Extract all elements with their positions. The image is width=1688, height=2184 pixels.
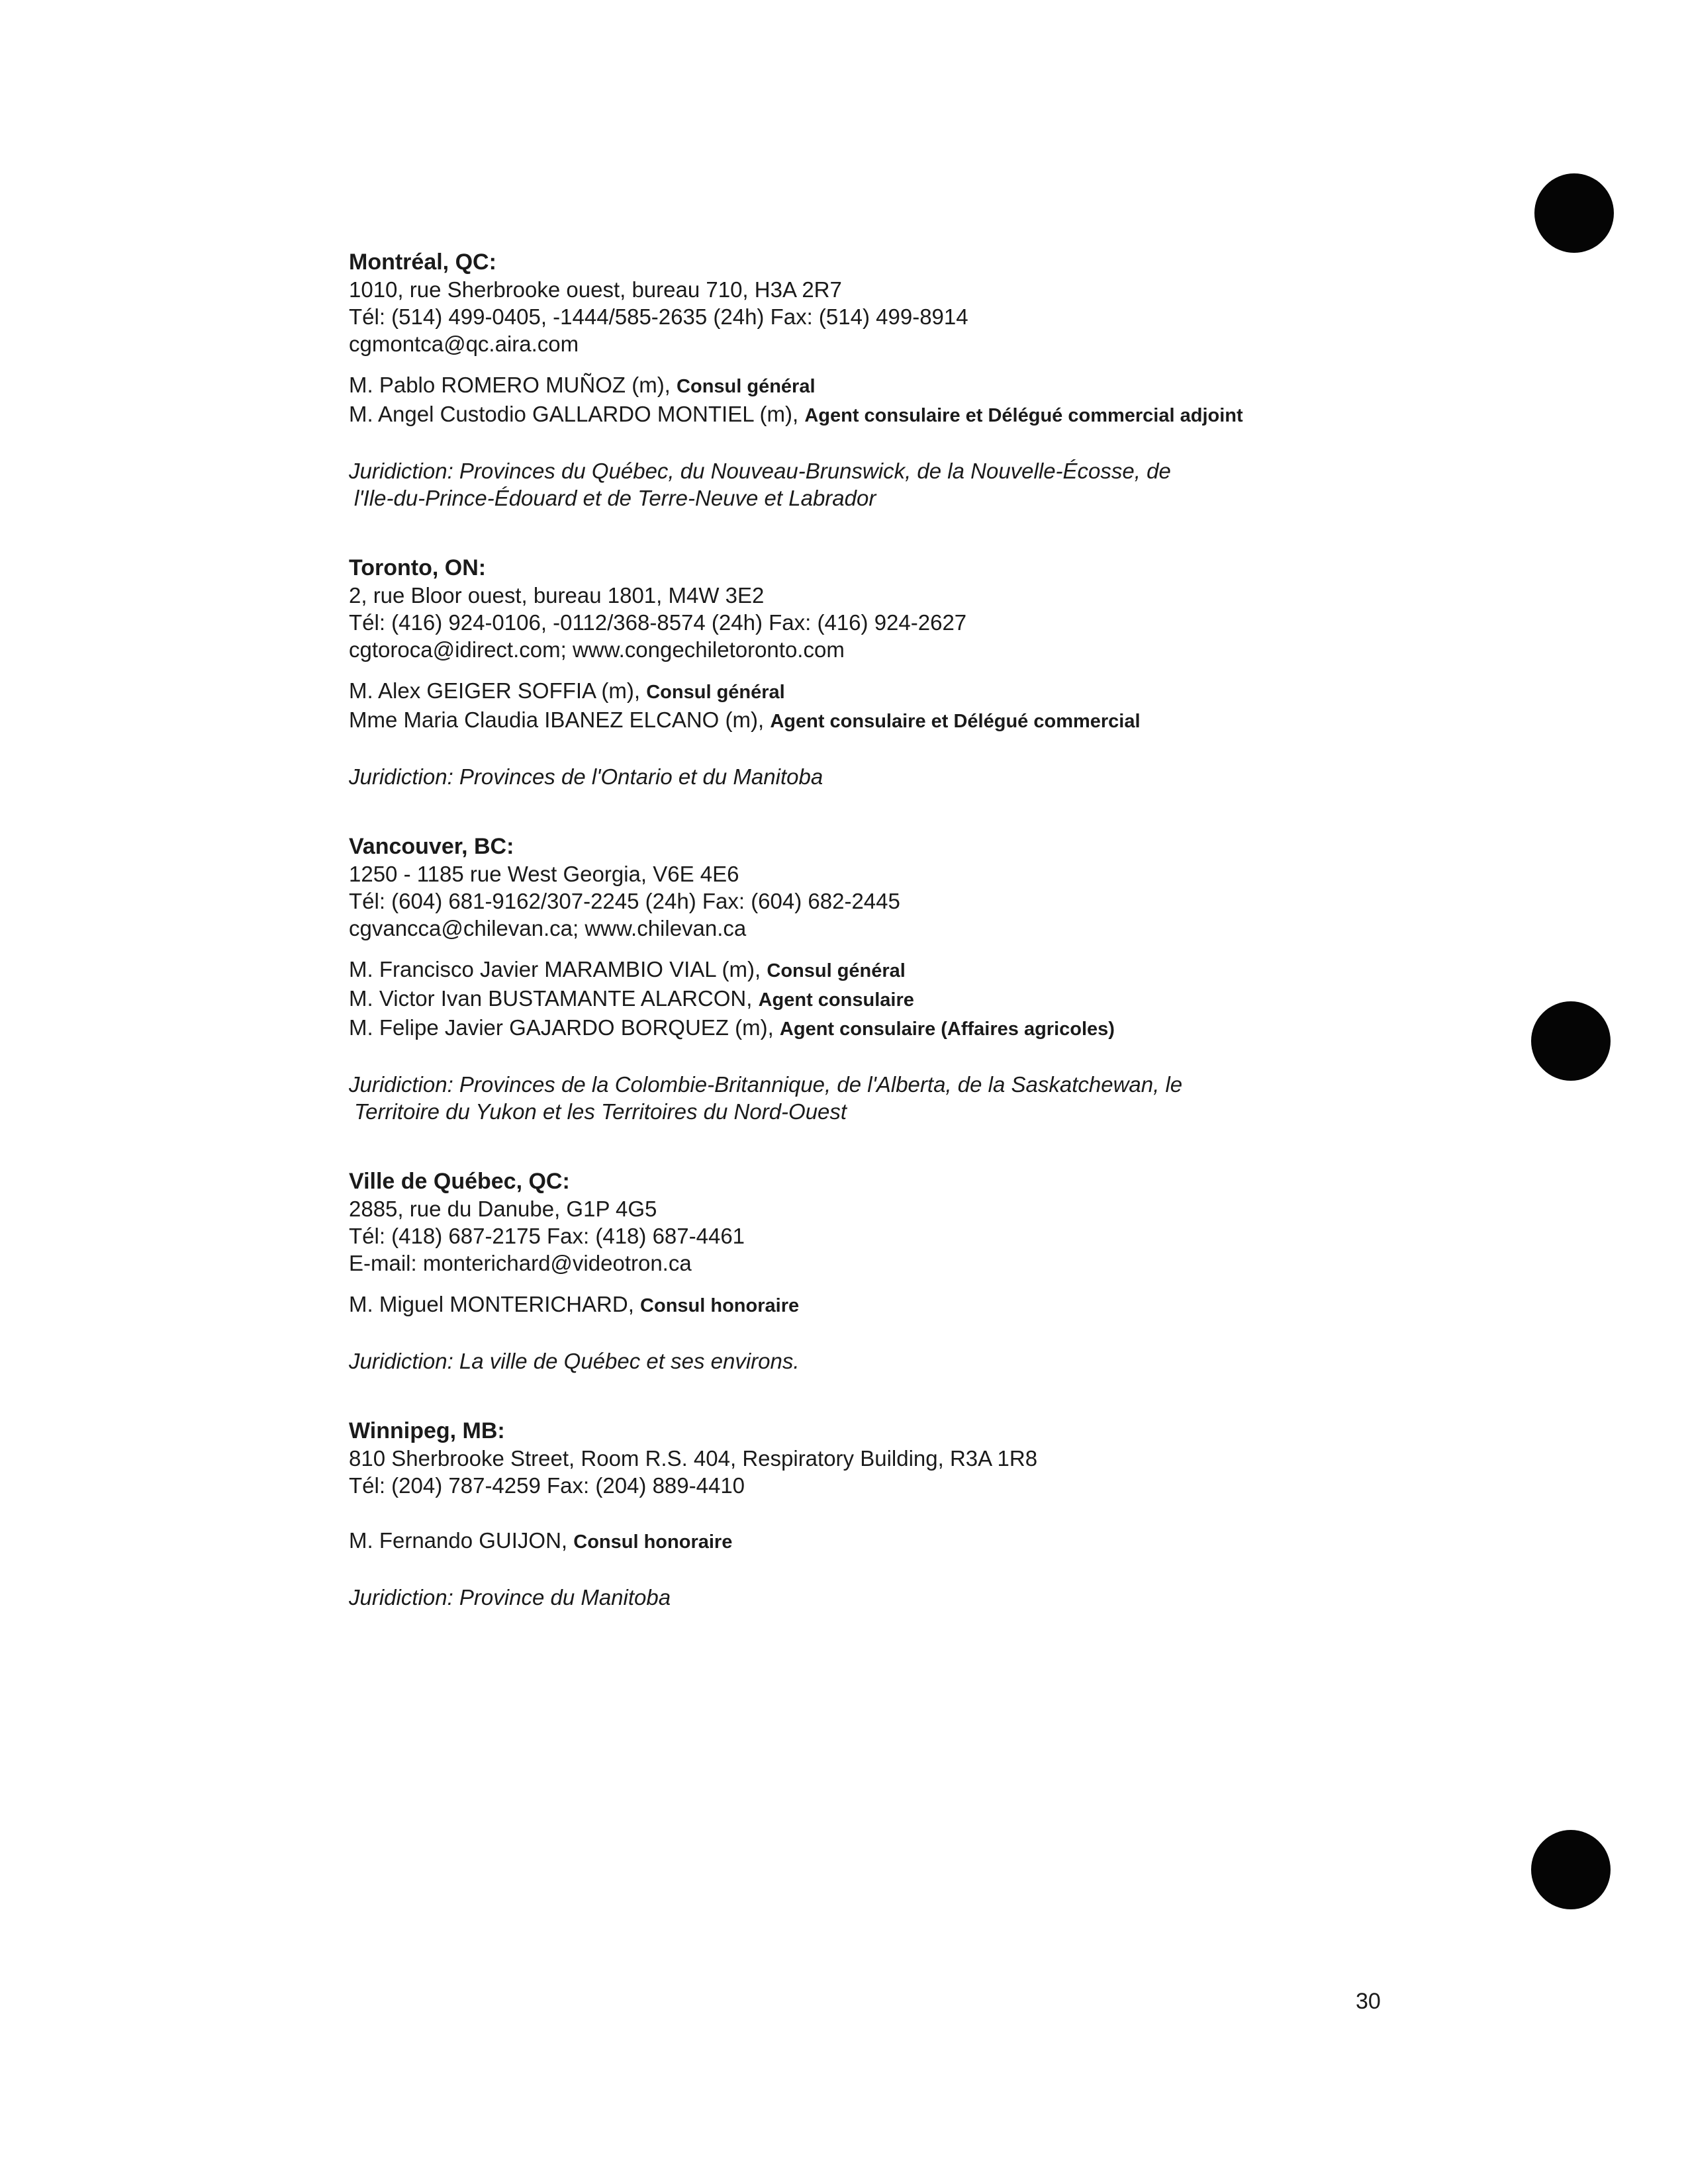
email-website: cgtoroca@idirect.com; www.congechiletoronto.com	[349, 637, 845, 662]
staff-name: M. Fernando GUIJON,	[349, 1528, 574, 1553]
staff-name: Mme Maria Claudia IBANEZ ELCANO (m),	[349, 707, 771, 732]
staff-member	[349, 1527, 1573, 1556]
staff-title: Agent consulaire (Affaires agricoles)	[779, 1019, 1115, 1040]
staff-title: Consul général	[677, 376, 816, 397]
staff-title: Consul général	[767, 960, 906, 981]
email: E-mail: monterichard@videotron.ca	[349, 1251, 692, 1275]
staff-title: Consul honoraire	[573, 1531, 733, 1553]
staff-member	[349, 1291, 1573, 1320]
punch-hole-bottom	[1531, 1830, 1611, 1909]
city-heading: Winnipeg, MB:	[349, 1418, 505, 1443]
address: 2885, rue du Danube, G1P 4G5	[349, 1197, 657, 1221]
city-heading: Vancouver, BC:	[349, 834, 514, 859]
jurisdiction: Juridiction: Provinces de l'Ontario et du Manitoba	[349, 764, 823, 789]
address: 1010, rue Sherbrooke ouest, bureau 710, H3A 2R7	[349, 277, 842, 302]
phone-fax: Tél: (418) 687-2175 Fax: (418) 687-4461	[349, 1224, 745, 1248]
consulate-entry-quebec	[349, 1167, 1573, 1375]
staff-title: Agent consulaire et Délégué commercial	[770, 711, 1141, 732]
staff-member	[349, 677, 1573, 706]
jurisdiction: Juridiction: Provinces de la Colombie-Britannique, de l'Alberta, de la Saskatchewan, le	[349, 1072, 1183, 1097]
phone-fax: Tél: (416) 924-0106, -0112/368-8574 (24h) Fax: (416) 924-2627	[349, 610, 967, 635]
staff-name: M. Pablo ROMERO MUÑOZ (m),	[349, 373, 677, 397]
city-heading: Toronto, ON:	[349, 555, 487, 580]
phone-fax: Tél: (204) 787-4259 Fax: (204) 889-4410	[349, 1473, 745, 1498]
email: cgmontca@qc.aira.com	[349, 332, 579, 356]
staff-member	[349, 956, 1573, 985]
staff-title: Agent consulaire et Délégué commercial adjoint	[804, 405, 1243, 426]
consulate-entry-vancouver	[349, 833, 1573, 1125]
staff-member	[349, 706, 1573, 735]
address: 1250 - 1185 rue West Georgia, V6E 4E6	[349, 862, 739, 886]
staff-title: Consul honoraire	[640, 1295, 800, 1316]
phone-fax: Tél: (604) 681-9162/307-2245 (24h) Fax: (604) 682-2445	[349, 889, 900, 913]
staff-title: Agent consulaire	[758, 989, 914, 1011]
consulate-entry-montreal	[349, 248, 1573, 512]
jurisdiction-continued: Territoire du Yukon et les Territoires du Nord-Ouest	[354, 1099, 847, 1124]
email-website: cgvancca@chilevan.ca; www.chilevan.ca	[349, 916, 747, 940]
staff-name: M. Alex GEIGER SOFFIA (m),	[349, 678, 647, 703]
consulate-list	[349, 248, 1573, 1653]
phone-fax: Tél: (514) 499-0405, -1444/585-2635 (24h) Fax: (514) 499-8914	[349, 304, 968, 329]
address: 2, rue Bloor ouest, bureau 1801, M4W 3E2	[349, 583, 765, 608]
staff-member	[349, 985, 1573, 1014]
staff-name: M. Miguel MONTERICHARD,	[349, 1292, 641, 1316]
staff-name: M. Angel Custodio GALLARDO MONTIEL (m),	[349, 402, 805, 426]
consulate-entry-winnipeg	[349, 1417, 1573, 1611]
jurisdiction-continued: l'Ile-du-Prince-Édouard et de Terre-Neuve et Labrador	[354, 486, 876, 510]
punch-hole-top	[1534, 173, 1614, 253]
page-number: 30	[1356, 1989, 1381, 2014]
city-heading: Ville de Québec, QC:	[349, 1169, 570, 1194]
consulate-entry-toronto	[349, 554, 1573, 790]
staff-name: M. Victor Ivan BUSTAMANTE ALARCON,	[349, 986, 759, 1011]
city-heading: Montréal, QC:	[349, 250, 496, 275]
staff-member	[349, 371, 1573, 400]
staff-name: M. Francisco Javier MARAMBIO VIAL (m),	[349, 957, 767, 981]
jurisdiction: Juridiction: La ville de Québec et ses environs.	[349, 1349, 800, 1373]
address: 810 Sherbrooke Street, Room R.S. 404, Respiratory Building, R3A 1R8	[349, 1446, 1038, 1471]
staff-name: M. Felipe Javier GAJARDO BORQUEZ (m),	[349, 1015, 780, 1040]
staff-title: Consul général	[646, 682, 785, 703]
staff-member	[349, 400, 1573, 430]
jurisdiction: Juridiction: Province du Manitoba	[349, 1585, 671, 1610]
jurisdiction: Juridiction: Provinces du Québec, du Nouveau-Brunswick, de la Nouvelle-Écosse, de	[349, 459, 1171, 483]
staff-member	[349, 1014, 1573, 1043]
